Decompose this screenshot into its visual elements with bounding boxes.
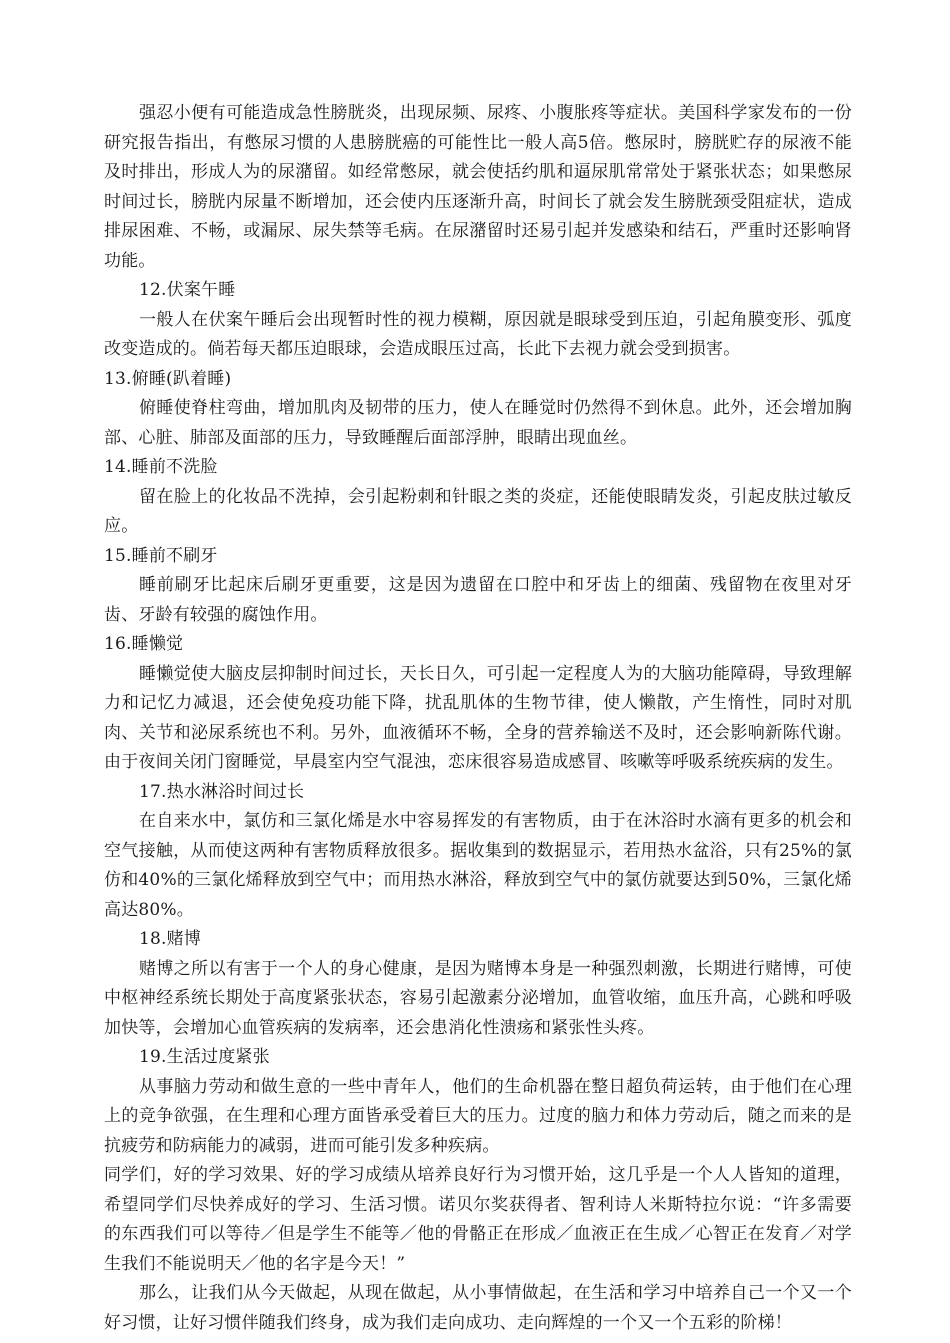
heading-14: 14.睡前不洗脸 <box>104 457 218 477</box>
heading-16: 16.睡懒觉 <box>104 634 184 654</box>
paragraph-urine-holding: 强忍小便有可能造成急性膀胱炎，出现尿频、尿疼、小腹胀疼等症状。美国科学家发布的一份研究报告指出，有憋尿习惯的人患膀胱癌的可能性比一般人高5倍。憋尿时，膀胱贮存的尿液不能及时排出，形成人为的尿潴留。如经常憋尿，就会使括约肌和逼尿肌常常处于紧张状态；如果憋尿时间过长，膀胱内尿量不断增加，还会使内压逐渐升高，时间长了就会发生膀胱颈受阻症状，造成排尿困难、不畅，或漏尿、尿失禁等毛病。在尿潴留时还易引起并发感染和结石，严重时还影响肾功能。 <box>104 103 852 271</box>
paragraph-12: 一般人在伏案午睡后会出现暂时性的视力模糊，原因就是眼球受到压迫，引起角膜变形、弧度改变造成的。倘若每天都压迫眼球，会造成眼压过高，长此下去视力就会受到损害。 <box>104 309 852 359</box>
heading-17: 17.热水淋浴时间过长 <box>139 781 305 802</box>
paragraph-14: 留在脸上的化妆品不洗掉，会引起粉刺和针眼之类的炎症，还能使眼睛发炎，引起皮肤过敏反应。 <box>104 486 852 536</box>
document-body <box>104 99 852 1338</box>
heading-12: 12.伏案午睡 <box>139 280 236 300</box>
paragraph-19: 从事脑力劳动和做生意的一些中青年人，他们的生命机器在整日超负荷运转，由于他们在心理上的竞争欲强，在生理和心理方面皆承受着巨大的压力。过度的脑力和体力劳动后，随之而来的是抗疲劳和防病能力的减弱，进而可能引发多种疾病。 <box>104 1076 852 1156</box>
paragraph-closing: 那么，让我们从今天做起，从现在做起，从小事情做起，在生活和学习中培养自己一个又一个好习惯，让好习惯伴随我们终身，成为我们走向成功、走向辉煌的一个又一个五彩的阶梯！ <box>104 1283 852 1333</box>
paragraph-18: 赌博之所以有害于一个人的身心健康，是因为赌博本身是一种强烈刺激，长期进行赌博，可使中枢神经系统长期处于高度紧张状态，容易引起激素分泌增加，血管收缩，血压升高，心跳和呼吸加快等，会增加心血管疾病的发病率，还会患消化性溃疡和紧张性头疼。 <box>104 958 852 1038</box>
heading-18: 18.赌博 <box>139 929 202 949</box>
heading-19: 19.生活过度紧张 <box>139 1047 270 1067</box>
paragraph-13: 俯睡使脊柱弯曲，增加肌肉及韧带的压力，使人在睡觉时仍然得不到休息。此外，还会增加胸部、心脏、肺部及面部的压力，导致睡醒后面部浮肿，眼睛出现血丝。 <box>104 398 852 448</box>
paragraph-17: 在自来水中，氯仿和三氯化烯是水中容易挥发的有害物质，由于在沐浴时水滴有更多的机会和空气接触，从而使这两种有害物质释放很多。据收集到的数据显示，若用热水盆浴，只有25%的氯仿和40%的三氯化烯释放到空气中；而用热水淋浴，释放到空气中的氯仿就要达到50%，三氯化烯高达80%。 <box>104 811 852 920</box>
paragraph-conclusion: 同学们，好的学习效果、好的学习成绩从培养良好行为习惯开始，这几乎是一个人人皆知的道理，希望同学们尽快养成好的学习、生活习惯。诺贝尔奖获得者、智利诗人米斯特拉尔说：“许多需要的东西我们可以等待／但是学生不能等／他的骨骼正在形成／血液正在生成／心智正在发育／对学生我们不能说明天／他的名字是今天！” <box>104 1165 852 1274</box>
heading-15: 15.睡前不刷牙 <box>104 545 218 566</box>
paragraph-16: 睡懒觉使大脑皮层抑制时间过长，天长日久，可引起一定程度人为的大脑功能障碍，导致理解力和记忆力减退，还会使免疫功能下降，扰乱肌体的生物节律，使人懒散，产生惰性，同时对肌肉、关节和泌尿系统也不利。另外，血液循环不畅，全身的营养输送不及时，还会影响新陈代谢。由于夜间关闭门窗睡觉，早晨室内空气混浊，恋床很容易造成感冒、咳嗽等呼吸系统疾病的发生。 <box>104 663 852 772</box>
heading-13: 13.俯睡(趴着睡) <box>104 368 232 389</box>
paragraph-15: 睡前刷牙比起床后刷牙更重要，这是因为遗留在口腔中和牙齿上的细菌、残留物在夜里对牙齿、牙龄有较强的腐蚀作用。 <box>104 575 852 625</box>
